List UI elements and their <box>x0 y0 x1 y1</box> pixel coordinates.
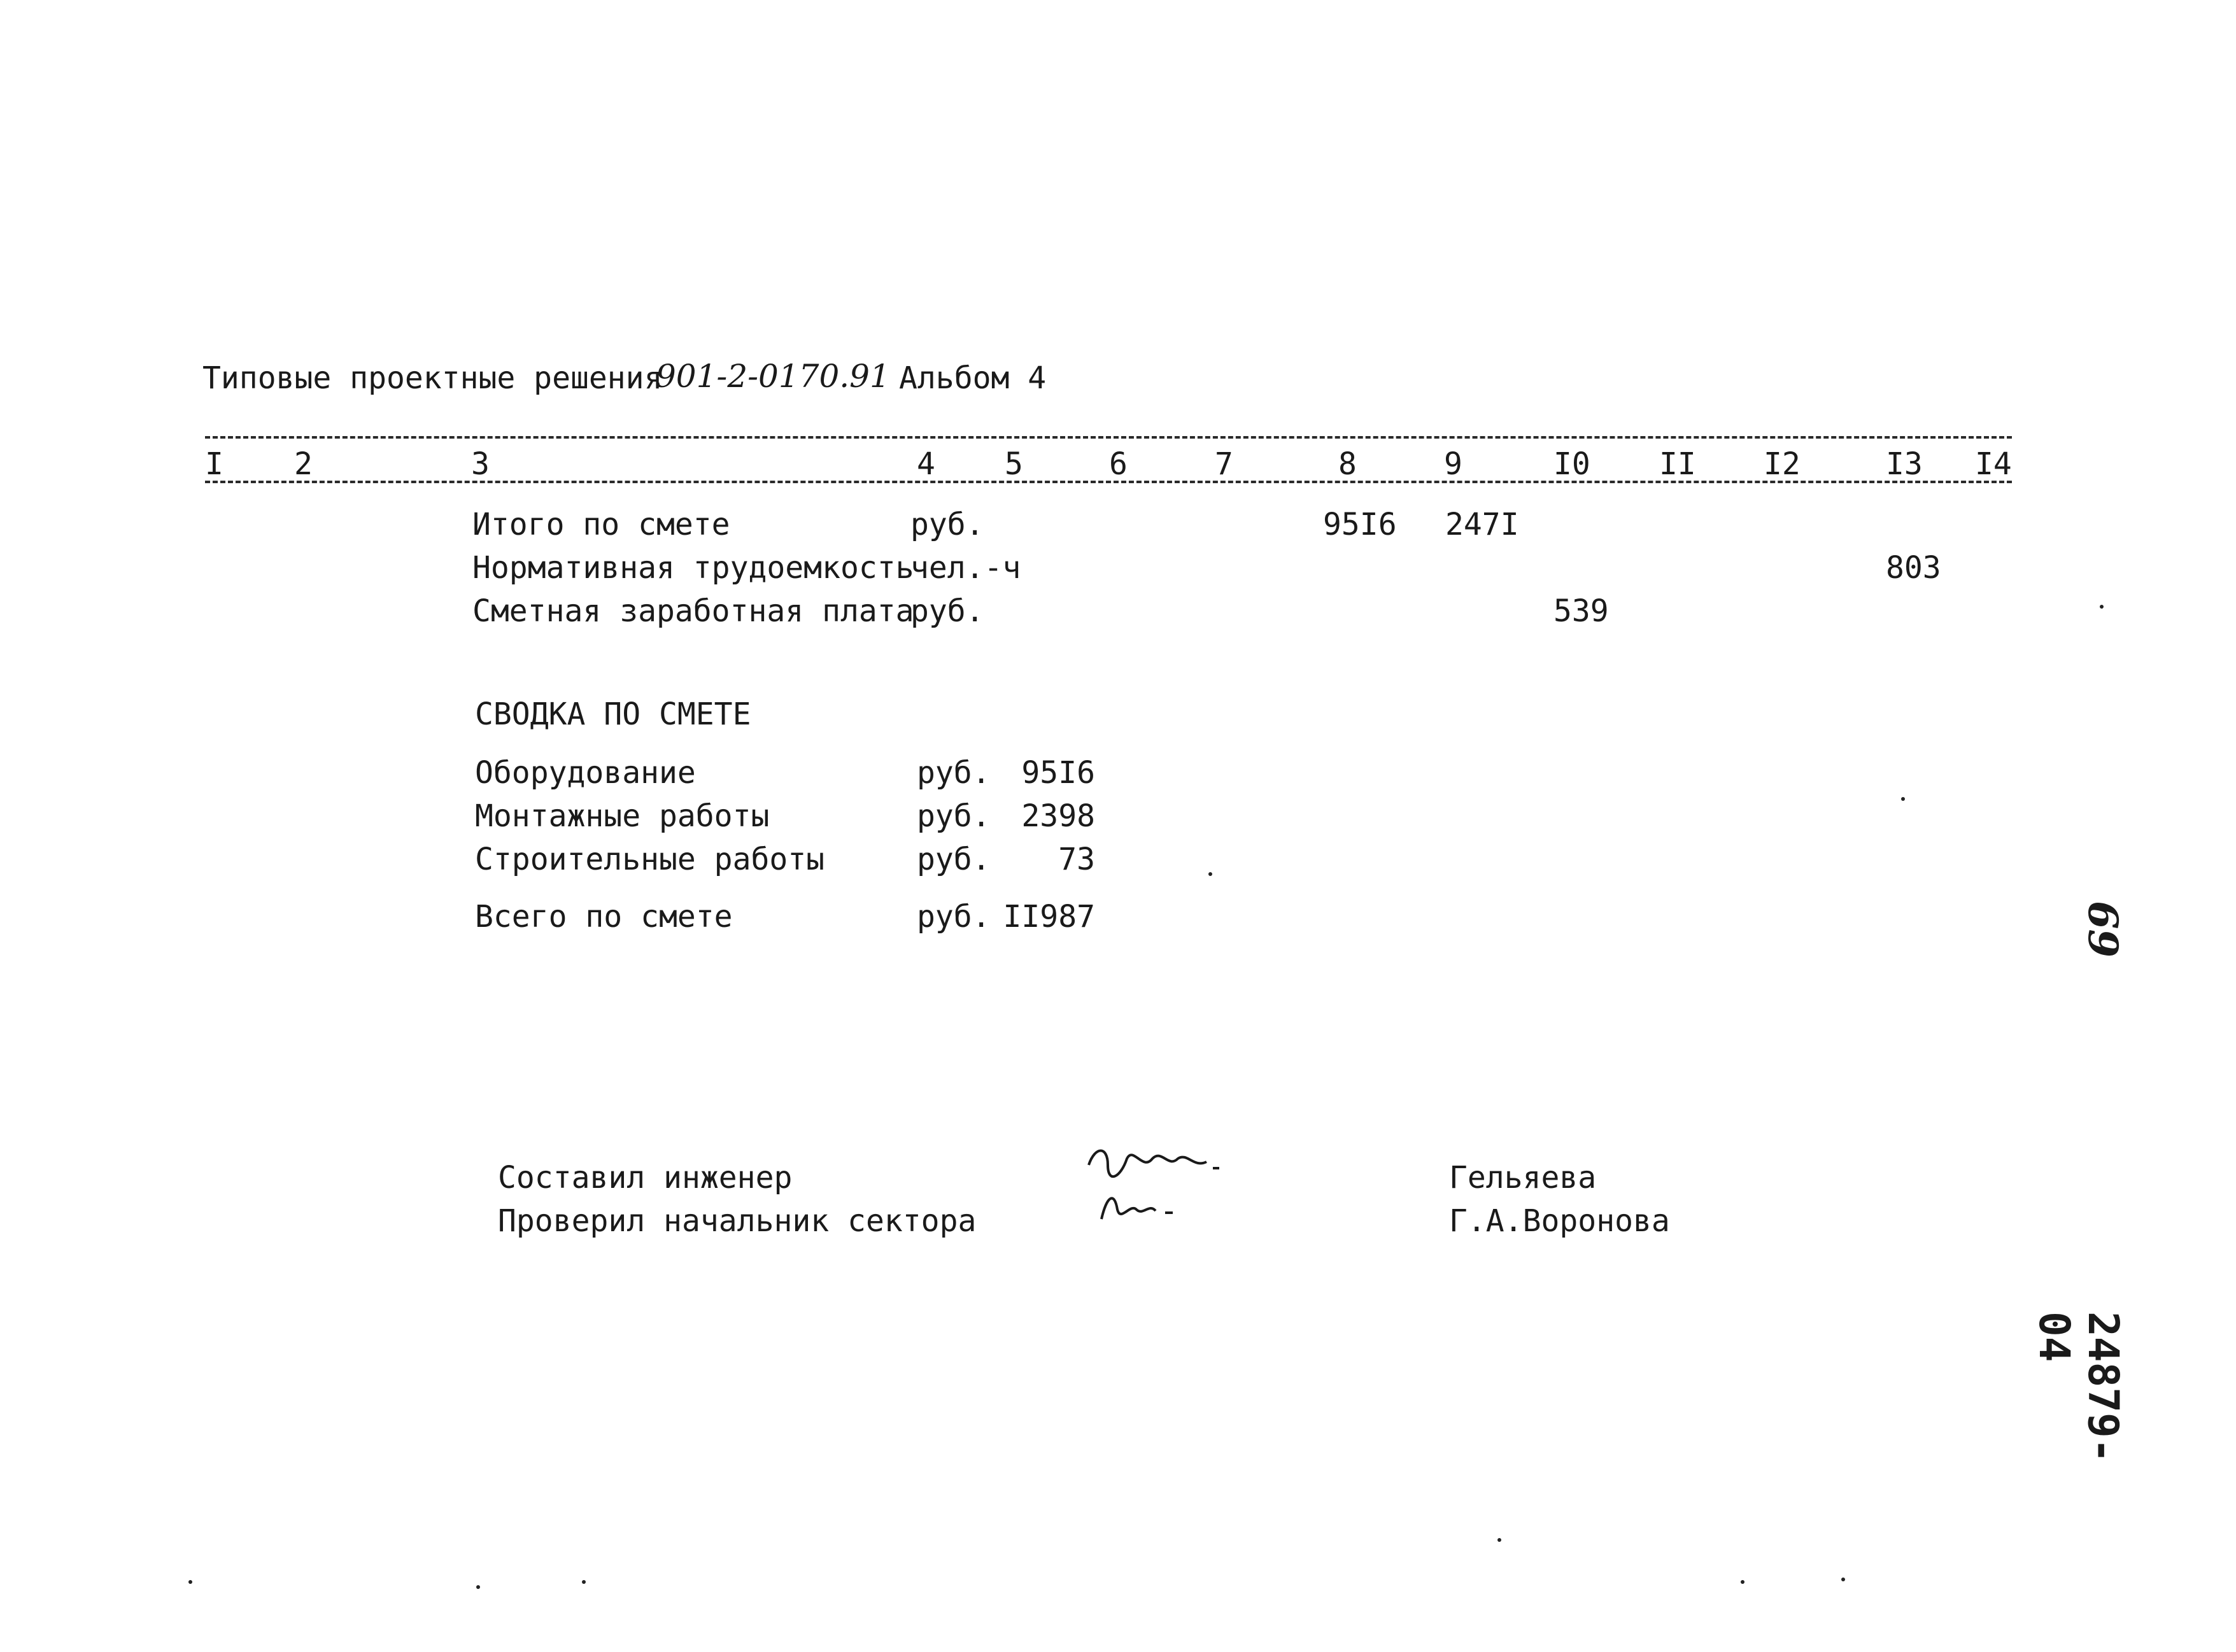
scan-speck <box>582 1580 586 1584</box>
compiler-name: Гельяева <box>1449 1160 1597 1196</box>
total-row-label: Итого по смете <box>472 507 730 542</box>
scan-speck <box>188 1580 192 1584</box>
total-row-unit: руб. <box>910 507 984 542</box>
total-col8-value: 95I6 <box>1323 507 1397 542</box>
labor-col13-value: 803 <box>1886 550 1941 586</box>
summary-row-label: Монтажные работы <box>475 798 770 834</box>
checker-role: Проверил начальник сектора <box>498 1203 977 1239</box>
scan-speck <box>1208 872 1212 876</box>
compiler-signature-icon <box>1082 1140 1235 1190</box>
wage-row-label: Сметная заработная плата <box>472 593 914 629</box>
scan-speck <box>1841 1578 1845 1581</box>
wage-row-unit: руб. <box>910 593 984 629</box>
summary-title: СВОДКА ПО СМЕТЕ <box>475 696 751 732</box>
summary-row-value: 2398 <box>1021 798 1095 834</box>
summary-row-unit: руб. <box>917 842 991 877</box>
summary-row-label: Строительные работы <box>475 842 825 877</box>
col-14-label: I4 <box>1975 446 2012 482</box>
summary-row-label: Оборудование <box>475 755 696 791</box>
page-number-stamp: 69 <box>2079 901 2126 958</box>
col-8-label: 8 <box>1338 446 1357 482</box>
header-rule-top <box>205 436 2012 439</box>
compiler-role: Составил инженер <box>498 1160 793 1196</box>
wage-col10-value: 539 <box>1553 593 1609 629</box>
col-13-label: I3 <box>1886 446 1923 482</box>
scan-speck <box>1901 797 1905 801</box>
summary-row-value: 73 <box>1058 842 1095 877</box>
col-6-label: 6 <box>1109 446 1128 482</box>
doc-title-prefix: Типовые проектные решения <box>202 360 663 396</box>
project-code: 901-2-0170.91 <box>656 358 890 395</box>
col-9-label: 9 <box>1444 446 1462 482</box>
summary-row-value: 95I6 <box>1021 755 1095 791</box>
col-4-label: 4 <box>917 446 935 482</box>
scan-speck <box>1497 1538 1501 1542</box>
col-5-label: 5 <box>1005 446 1023 482</box>
checker-signature-icon <box>1095 1184 1184 1229</box>
col-7-label: 7 <box>1215 446 1233 482</box>
col-10-label: I0 <box>1553 446 1590 482</box>
col-11-label: II <box>1659 446 1696 482</box>
col-3-label: 3 <box>471 446 490 482</box>
col-12-label: I2 <box>1764 446 1801 482</box>
grand-total-label: Всего по смете <box>475 899 733 935</box>
total-col9-value: 247I <box>1445 507 1519 542</box>
scan-speck <box>476 1585 480 1589</box>
scan-speck <box>2100 605 2104 609</box>
checker-name: Г.А.Воронова <box>1449 1203 1670 1239</box>
grand-total-unit: руб. <box>917 899 991 935</box>
summary-row-unit: руб. <box>917 755 991 791</box>
album-label: Альбом 4 <box>899 360 1047 396</box>
scan-speck <box>1741 1580 1744 1584</box>
document-number-stamp: 24879-04 <box>2030 1311 2128 1464</box>
labor-row-label: Нормативная трудоемкость <box>472 550 914 586</box>
col-2-label: 2 <box>294 446 313 482</box>
col-1-label: I <box>205 446 223 482</box>
grand-total-value: II987 <box>1003 899 1095 935</box>
summary-row-unit: руб. <box>917 798 991 834</box>
labor-row-unit: чел.-ч <box>910 550 1021 586</box>
